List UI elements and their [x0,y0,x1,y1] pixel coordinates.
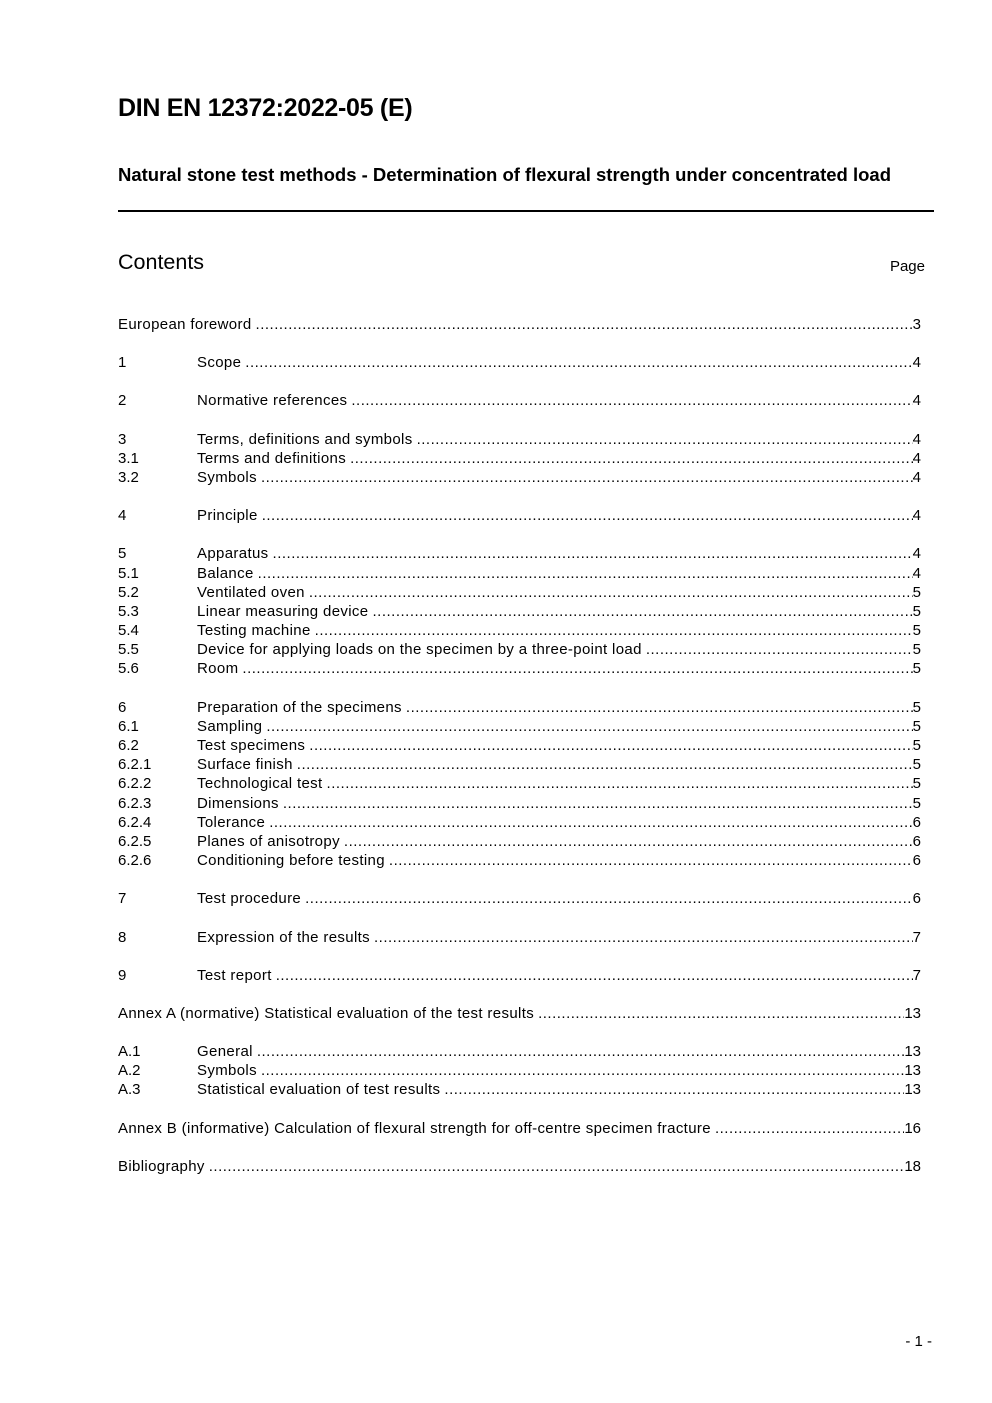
toc-entry-number: 3 [118,430,127,448]
toc-entry[interactable] [118,1080,921,1099]
toc-entry-page: 13 [904,1081,921,1099]
toc-entry-label: Test procedure [197,890,302,908]
toc-entry-page: 5 [912,756,921,774]
toc-entry[interactable] [118,794,921,813]
toc-dot-leader [276,966,913,985]
toc-entry[interactable] [118,736,921,755]
toc-entry-page: 5 [912,660,921,678]
toc-entry-page: 5 [912,737,921,754]
toc-entry[interactable] [118,966,921,985]
toc-entry[interactable] [118,640,921,659]
toc-entry[interactable] [118,315,921,334]
toc-entry[interactable] [118,774,921,793]
toc-entry-label: Ventilated oven [197,583,305,601]
toc-entry-label: Conditioning before testing [197,852,385,870]
toc-entry-label: Tolerance [197,813,266,831]
toc-entry-label: General [197,1043,253,1061]
toc-entry-page: 4 [912,392,921,410]
toc-group [118,889,921,908]
toc-entry-number: 6.2.4 [118,813,152,831]
toc-dot-leader [209,1157,905,1176]
toc-entry-label: Annex A (normative) Statistical evaluation of the test results [118,1004,535,1022]
toc-entry-label: Testing machine [197,622,311,640]
toc-entry[interactable] [118,889,921,908]
toc-entry-number: 6.2.2 [118,775,152,793]
toc-entry-label: Dimensions [197,794,279,812]
toc-group [118,1004,921,1023]
toc-entry-label: Planes of anisotropy [197,832,340,850]
toc-entry-label: Test specimens [197,737,306,754]
toc-entry-number: 9 [118,966,127,984]
toc-group [118,1157,921,1176]
toc-entry[interactable] [118,659,921,678]
toc-dot-leader [309,583,913,602]
toc-entry-page: 3 [912,316,921,333]
toc-entry-label: Apparatus [197,545,269,563]
toc-group [118,506,921,525]
toc-entry[interactable] [118,506,921,525]
toc-entry-page: 4 [912,354,921,372]
toc-entry-page: 7 [912,966,921,984]
toc-entry[interactable] [118,813,921,832]
toc-dot-leader [261,468,913,487]
toc-group [118,315,921,334]
toc-entry-label: Symbols [197,1062,257,1080]
toc-group [118,698,921,871]
toc-entry[interactable] [118,449,921,468]
toc-entry-label: Device for applying loads on the specimen by a three-point load [197,641,642,659]
toc-entry-page: 5 [912,717,921,735]
document-title: Natural stone test methods - Determination of flexural strength under concentrated load [118,164,891,185]
toc-entry-page: 4 [912,545,921,563]
page-column-label: Page [889,258,925,275]
toc-entry[interactable] [118,602,921,621]
toc-entry[interactable] [118,717,921,736]
toc-entry-number: 5.6 [118,660,139,678]
toc-entry-number: 5.2 [118,583,139,601]
toc-dot-leader [715,1119,904,1138]
toc-entry-number: 6 [118,698,127,716]
toc-dot-leader [406,698,913,717]
toc-dot-leader [374,928,913,947]
toc-entry[interactable] [118,698,921,717]
toc-entry[interactable] [118,1119,921,1138]
toc-dot-leader [273,544,913,563]
toc-entry-number: 6.2.6 [118,852,152,870]
toc-dot-leader [350,449,913,468]
toc-dot-leader [269,813,912,832]
toc-entry-page: 5 [912,602,921,620]
toc-group [118,1119,921,1138]
toc-entry[interactable] [118,583,921,602]
toc-entry-page: 13 [904,1062,921,1080]
toc-entry-number: 8 [118,928,127,946]
toc-entry-page: 6 [912,890,921,908]
toc-entry[interactable] [118,1061,921,1080]
toc-entry[interactable] [118,1157,921,1176]
toc-dot-leader [242,659,912,678]
toc-dot-leader [256,315,913,334]
toc-entry-page: 18 [904,1157,921,1175]
document-id: DIN EN 12372:2022-05 (E) [118,94,413,122]
toc-group [118,1042,921,1100]
toc-entry[interactable] [118,353,921,372]
toc-entry-page: 5 [912,622,921,640]
toc-dot-leader [372,602,912,621]
toc-dot-leader [305,889,913,908]
toc-entry-number: 2 [118,392,127,410]
toc-entry-label: Terms, definitions and symbols [197,430,413,448]
toc-entry-page: 4 [912,430,921,448]
toc-dot-leader [327,774,913,793]
toc-entry-number: 3.1 [118,449,139,467]
toc-entry-page: 5 [912,641,921,659]
title-rule [118,210,934,212]
toc-entry-number: A.1 [118,1043,141,1061]
toc-dot-leader [444,1080,904,1099]
toc-entry-number: 5.4 [118,622,139,640]
toc-dot-leader [297,755,913,774]
toc-entry-page: 6 [912,832,921,850]
toc-entry-page: 5 [912,583,921,601]
toc-entry-label: Annex B (informative) Calculation of flexural strength for off-centre specimen fracture [118,1119,711,1137]
toc-entry-label: Room [197,660,239,678]
toc-group [118,966,921,985]
toc-entry-label: Surface finish [197,756,293,774]
toc-entry-label: Expression of the results [197,928,370,946]
toc-entry-number: 1 [118,354,127,372]
toc-entry-page: 5 [912,794,921,812]
toc-dot-leader [417,430,913,449]
toc-entry-label: Terms and definitions [197,449,347,467]
toc-entry[interactable] [118,621,921,640]
toc-entry-page: 7 [912,928,921,946]
toc-entry-page: 6 [912,813,921,831]
toc-entry-number: 6.2.3 [118,794,152,812]
toc-entry[interactable] [118,430,921,449]
toc-entry-page: 13 [904,1043,921,1061]
toc-entry-label: Statistical evaluation of test results [197,1081,441,1099]
toc-dot-leader [261,1061,904,1080]
toc-entry-page: 6 [912,852,921,870]
toc-dot-leader [344,832,913,851]
toc-entry-label: Principle [197,507,258,525]
toc-dot-leader [245,353,912,372]
toc-dot-leader [262,506,913,525]
toc-entry-number: 5.1 [118,564,139,582]
toc-dot-leader [266,717,912,736]
toc-entry-number: 5.5 [118,641,139,659]
toc-entry-label: European foreword [118,316,252,333]
toc-dot-leader [538,1004,904,1023]
toc-entry-label: Normative references [197,392,348,410]
toc-entry-number: 6.1 [118,717,139,735]
toc-entry[interactable] [118,1004,921,1023]
toc-entry[interactable] [118,468,921,487]
toc-entry-label: Preparation of the specimens [197,698,402,716]
toc-dot-leader [283,794,913,813]
toc-entry-number: 6.2 [118,737,139,754]
toc-entry[interactable] [118,755,921,774]
toc-group [118,430,921,488]
toc-entry-number: 4 [118,507,127,525]
toc-entry-label: Technological test [197,775,323,793]
toc-entry-label: Scope [197,354,242,372]
toc-entry-label: Test report [197,966,272,984]
toc-entry[interactable] [118,832,921,851]
toc-entry-number: A.2 [118,1062,141,1080]
toc-entry[interactable] [118,564,921,583]
toc-group [118,353,921,372]
toc-entry-number: A.3 [118,1081,141,1099]
toc-entry-number: 6.2.1 [118,756,152,774]
toc-group [118,544,921,678]
toc-entry-label: Linear measuring device [197,602,369,620]
toc-entry[interactable] [118,928,921,947]
toc-entry-page: 13 [904,1004,921,1022]
toc-entry-page: 4 [912,449,921,467]
toc-dot-leader [315,621,913,640]
toc-entry-page: 5 [912,775,921,793]
toc-entry-label: Bibliography [118,1157,205,1175]
toc-entry-page: 16 [904,1119,921,1137]
toc-entry-page: 4 [912,468,921,486]
table-of-contents [118,315,921,1195]
contents-heading: Contents [118,250,205,274]
toc-entry-number: 6.2.5 [118,832,152,850]
toc-entry-number: 3.2 [118,468,139,486]
page-number: - 1 - [905,1333,932,1350]
toc-group [118,928,921,947]
toc-dot-leader [646,640,913,659]
toc-dot-leader [258,564,913,583]
toc-dot-leader [389,851,913,870]
toc-entry-number: 7 [118,890,127,908]
toc-dot-leader [309,736,912,755]
toc-entry[interactable] [118,391,921,410]
toc-entry-label: Sampling [197,717,263,735]
toc-entry[interactable] [118,544,921,563]
toc-entry-number: 5.3 [118,602,139,620]
toc-entry-page: 4 [912,507,921,525]
toc-dot-leader [257,1042,904,1061]
toc-entry[interactable] [118,1042,921,1061]
toc-entry[interactable] [118,851,921,870]
toc-entry-number: 5 [118,545,127,563]
toc-dot-leader [351,391,912,410]
toc-entry-page: 5 [912,698,921,716]
toc-entry-page: 4 [912,564,921,582]
toc-entry-label: Balance [197,564,254,582]
toc-entry-label: Symbols [197,468,257,486]
toc-group [118,391,921,410]
